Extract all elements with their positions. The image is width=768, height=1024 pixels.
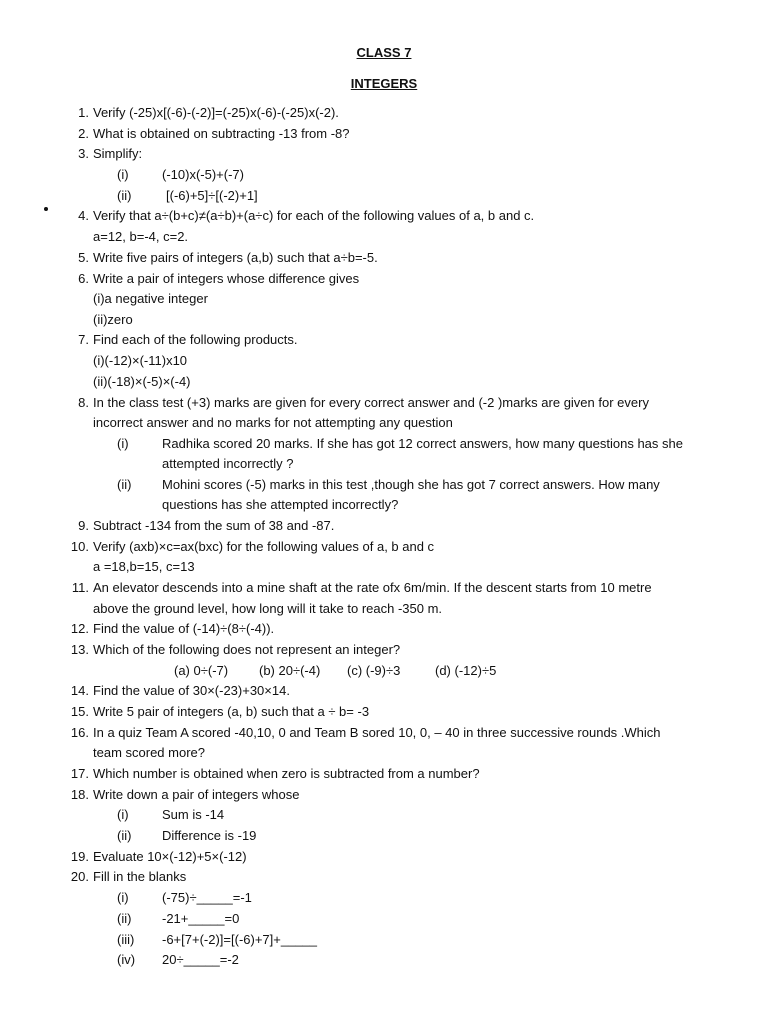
question-text: Fill in the blanks	[93, 869, 187, 884]
question-number: 13.	[70, 642, 89, 657]
sub-text: Mohini scores (-5) marks in this test ,though she has got 7 correct answers. How many	[162, 477, 660, 492]
question-number: 5.	[78, 250, 89, 265]
option-c: (c) (-9)÷3	[347, 663, 401, 678]
sub-label: (ii)	[117, 911, 132, 926]
sub-label: (i)	[117, 807, 129, 822]
question-continuation: a =18,b=15, c=13	[93, 559, 195, 574]
question-text: Verify that a÷(b+c)≠(a÷b)+(a÷c) for each of the following values of a, b and c.	[93, 208, 535, 223]
sub-text: Sum is -14	[162, 807, 225, 822]
option-d: (d) (-12)÷5	[435, 663, 497, 678]
question-text: Verify (-25)x[(-6)-(-2)]=(-25)x(-6)-(-25)x(-2).	[93, 105, 339, 120]
question-text: Write five pairs of integers (a,b) such that a÷b=-5.	[93, 250, 378, 265]
question-number: 2.	[78, 126, 89, 141]
question-text: Find the value of (-14)÷(8÷(-4)).	[93, 621, 275, 636]
question-number: 17.	[70, 766, 89, 781]
sub-text: Difference is -19	[162, 828, 257, 843]
question-continuation: above the ground level, how long will it take to reach -350 m.	[93, 601, 443, 616]
question-number: 15.	[70, 704, 89, 719]
bullet-mark	[44, 207, 48, 211]
sub-label: (iii)	[117, 932, 135, 947]
question-text: Find the value of 30×(-23)+30×14.	[93, 683, 290, 698]
sub-label: (i)	[117, 436, 129, 451]
question-text: What is obtained on subtracting -13 from -8?	[93, 126, 350, 141]
question-number: 6.	[78, 271, 89, 286]
sub-text: [(-6)+5]÷[(-2)+1]	[166, 188, 258, 203]
question-number: 4.	[78, 208, 89, 223]
question-continuation: a=12, b=-4, c=2.	[93, 229, 189, 244]
question-number: 7.	[78, 332, 89, 347]
sub-label: (i)	[117, 890, 129, 905]
sub-text: (ii)(-18)×(-5)×(-4)	[93, 374, 191, 389]
fill-blank-text: -21+_____=0	[162, 911, 240, 926]
question-text: Write down a pair of integers whose	[93, 787, 300, 802]
fill-blank-text: (-75)÷_____=-1	[162, 890, 252, 905]
fill-blank-text: 20÷_____=-2	[162, 952, 239, 967]
option-a: (a) 0÷(-7)	[174, 663, 229, 678]
question-number: 20.	[70, 869, 89, 884]
option-b: (b) 20÷(-4)	[259, 663, 321, 678]
question-number: 9.	[78, 518, 89, 533]
sub-label: (ii)	[117, 477, 132, 492]
question-text: In the class test (+3) marks are given for every correct answer and (-2 )marks are given for every	[93, 395, 649, 410]
question-text: An elevator descends into a mine shaft at the rate ofx 6m/min. If the descent starts from 10 metre	[93, 580, 652, 595]
question-text: Which of the following does not represent an integer?	[93, 642, 401, 657]
fill-blank-text: -6+[7+(-2)]=[(-6)+7]+_____	[162, 932, 318, 947]
question-text: Find each of the following products.	[93, 332, 298, 347]
question-number: 11.	[71, 580, 89, 595]
question-number: 16.	[70, 725, 89, 740]
sub-label: (i)	[117, 167, 129, 182]
sub-text: (i)(-12)×(-11)x10	[93, 353, 188, 368]
question-number: 10.	[70, 539, 89, 554]
question-number: 14.	[70, 683, 89, 698]
sub-text-continuation: attempted incorrectly ?	[162, 456, 294, 471]
question-text: Evaluate 10×(-12)+5×(-12)	[93, 849, 247, 864]
question-continuation: team scored more?	[93, 745, 205, 760]
question-text: Simplify:	[93, 146, 143, 161]
question-number: 18.	[70, 787, 89, 802]
question-text: Which number is obtained when zero is subtracted from a number?	[93, 766, 480, 781]
class-heading: CLASS 7	[356, 45, 412, 60]
question-text: Verify (axb)×c=ax(bxc) for the following values of a, b and c	[93, 539, 435, 554]
question-number: 19.	[70, 849, 89, 864]
question-text: Subtract -134 from the sum of 38 and -87.	[93, 518, 335, 533]
sub-text: Radhika scored 20 marks. If she has got 12 correct answers, how many questions has she	[162, 436, 683, 451]
question-number: 12.	[70, 621, 89, 636]
question-number: 3.	[78, 146, 89, 161]
topic-heading: INTEGERS	[350, 76, 418, 91]
sub-text: (ii)zero	[93, 312, 133, 327]
sub-text: (i)a negative integer	[93, 291, 208, 306]
sub-text: (-10)x(-5)+(-7)	[162, 167, 244, 182]
question-number: 8.	[78, 395, 89, 410]
sub-label: (ii)	[117, 188, 132, 203]
sub-label: (iv)	[117, 952, 136, 967]
question-number: 1.	[78, 105, 89, 120]
sub-text-continuation: questions has she attempted incorrectly?	[162, 497, 399, 512]
question-text: Write 5 pair of integers (a, b) such that a ÷ b= -3	[93, 704, 370, 719]
question-text: In a quiz Team A scored -40,10, 0 and Team B sored 10, 0, – 40 in three successive rounds .Which	[93, 725, 661, 740]
question-continuation: incorrect answer and no marks for not attempting any question	[93, 415, 453, 430]
question-text: Write a pair of integers whose difference gives	[93, 271, 360, 286]
sub-label: (ii)	[117, 828, 132, 843]
